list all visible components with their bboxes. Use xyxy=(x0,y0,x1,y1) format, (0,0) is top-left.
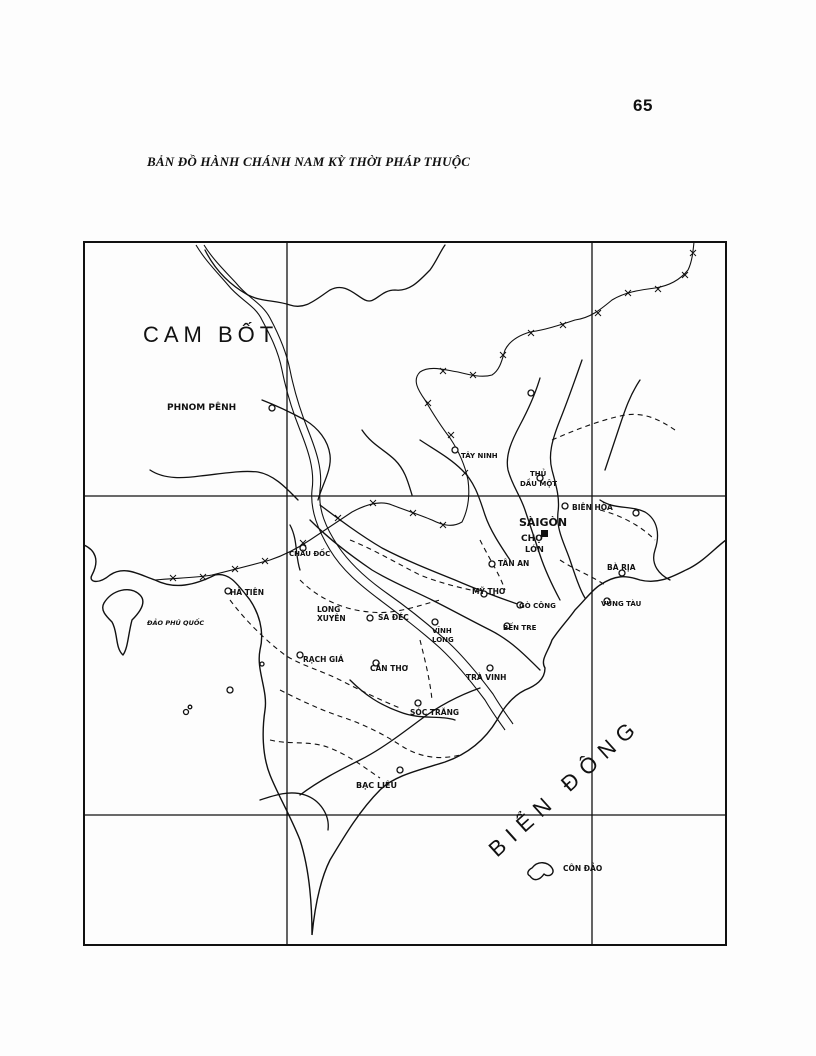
region-label-sea: BIỂN ĐÔNG xyxy=(483,712,646,862)
place-label-rach-gia: RẠCH GIÁ xyxy=(303,655,344,664)
place-label-thu-dau-mot-1: THỦ xyxy=(530,470,547,478)
place-label-tan-an: TÂN AN xyxy=(498,559,530,568)
place-label-go-cong: GÒ CÔNG xyxy=(519,602,556,610)
place-label-phnom-penh: PHNOM PÊNH xyxy=(167,403,237,413)
place-label-vinh-long-2: LONG xyxy=(432,636,454,644)
place-label-chau-doc: CHÂU ĐỐC xyxy=(289,550,331,558)
place-label-sa-dec: SA ĐÉC xyxy=(378,613,409,622)
rivers-south xyxy=(260,680,480,830)
phu-quoc-island xyxy=(103,590,143,655)
town-marker xyxy=(432,619,438,625)
place-label-ba-ria: BÀ RỊA xyxy=(607,563,636,572)
place-label-phu-quoc: ĐẢO PHÚ QUỐC xyxy=(147,619,205,627)
place-label-con-dao: CÔN ĐẢO xyxy=(563,864,603,873)
town-marker xyxy=(562,503,568,509)
page-number: 65 xyxy=(633,96,653,115)
town-marker xyxy=(367,615,373,621)
provincial-boundaries xyxy=(230,414,675,778)
place-label-can-tho: CẦN THƠ xyxy=(370,664,409,673)
town-marker xyxy=(487,665,493,671)
place-label-thu-dau-mot-2: DẦU MỘT xyxy=(520,480,558,488)
town-marker xyxy=(397,767,403,773)
place-label-ben-tre: BẾN TRE xyxy=(503,624,537,632)
place-label-long-xuyen-1: LONG xyxy=(317,605,341,614)
town-marker xyxy=(452,447,458,453)
town-marker xyxy=(269,405,275,411)
place-label-tay-ninh: TÂY NINH xyxy=(461,452,498,460)
town-marker xyxy=(489,561,495,567)
place-label-cho-lon-1: CHỢ xyxy=(521,534,543,544)
town-marker xyxy=(528,390,534,396)
region-label-cambodia: CAM BỐT xyxy=(143,322,279,347)
mekong-river xyxy=(196,245,540,730)
map-grid xyxy=(84,242,726,945)
place-label-bien-hoa: BIÊN HÒA xyxy=(572,503,613,512)
con-dao-island xyxy=(528,863,553,880)
town-marker xyxy=(633,510,639,516)
border-cross-markers xyxy=(170,250,696,581)
place-label-tra-vinh: TRÀ VINH xyxy=(466,673,507,682)
place-label-cho-lon-2: LỚN xyxy=(525,545,544,554)
map-title: BẢN ĐỒ HÀNH CHÁNH NAM KỲ THỜI PHÁP THUỘC xyxy=(147,154,471,169)
town-marker xyxy=(415,700,421,706)
map-labels xyxy=(143,321,646,873)
place-label-soc-trang: SÓC TRĂNG xyxy=(410,708,460,717)
place-label-sai-gon: SÀIGÒN xyxy=(519,516,568,529)
islets xyxy=(184,662,265,715)
place-label-ha-tien: HÀ TIÊN xyxy=(230,588,264,597)
place-label-long-xuyen-2: XUYÊN xyxy=(317,614,346,623)
place-label-bac-lieu: BẠC LIÊU xyxy=(356,781,397,790)
place-label-vinh-long-1: VĨNH xyxy=(432,627,452,635)
map-frame xyxy=(84,242,726,945)
place-label-my-tho: MỸ THO xyxy=(472,587,506,596)
place-label-vung-tau: VŨNG TÀU xyxy=(601,600,642,608)
